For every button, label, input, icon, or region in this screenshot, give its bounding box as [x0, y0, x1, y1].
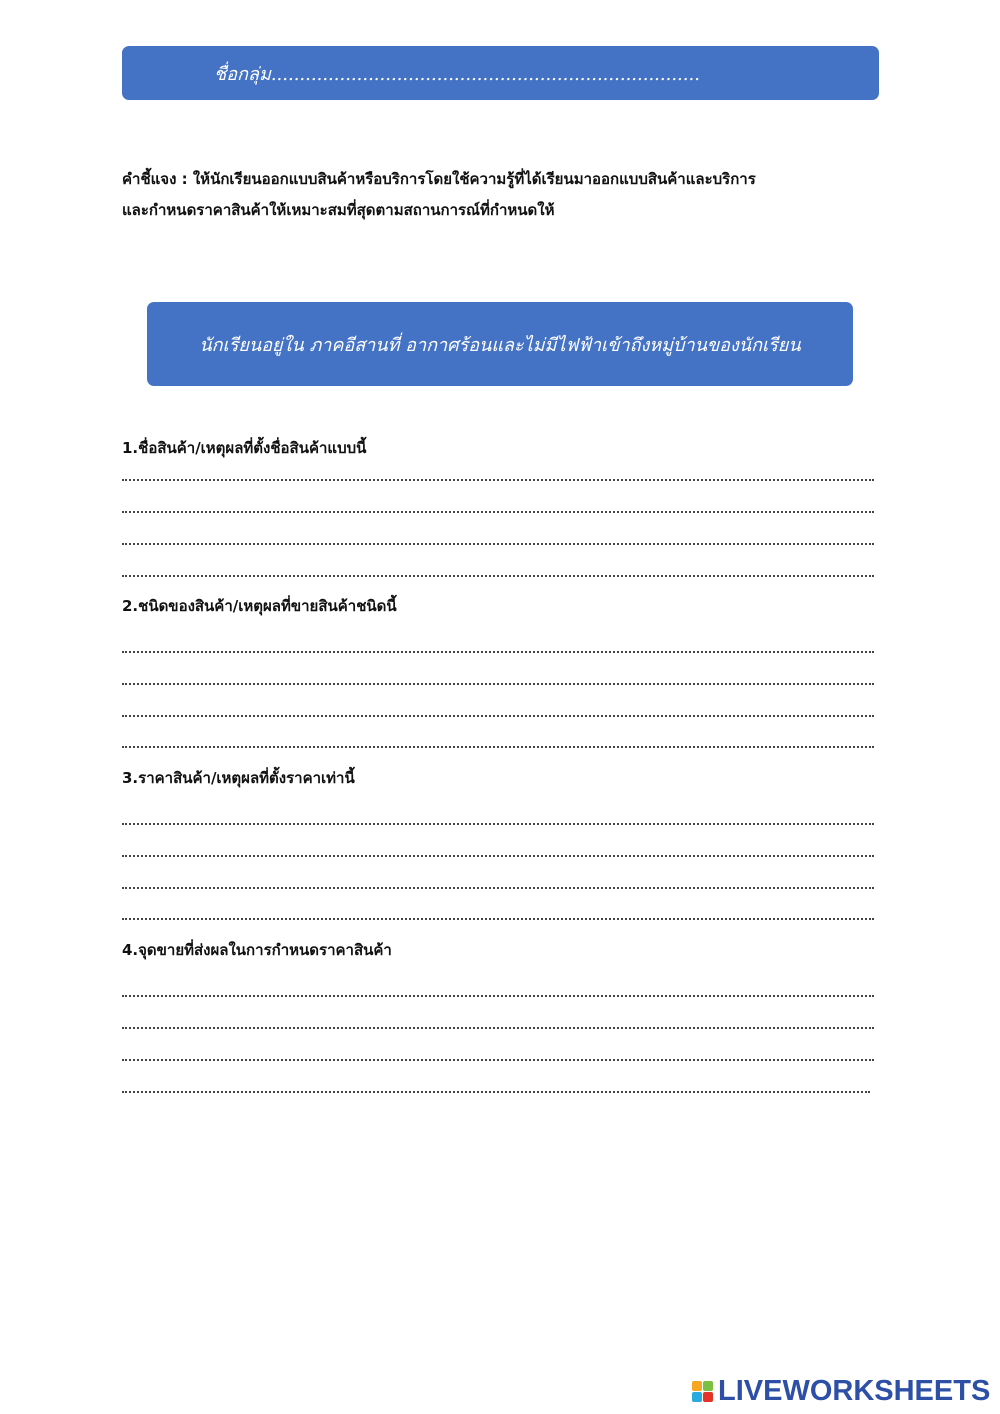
answer-line[interactable]	[122, 855, 874, 857]
answer-line[interactable]	[122, 918, 874, 920]
instructions-line-2: และกำหนดราคาสินค้าให้เหมาะสมที่สุดตามสถานการณ์ที่กำหนดให้	[122, 201, 555, 219]
instructions-line-1: คำชี้แจง : ให้นักเรียนออกแบบสินค้าหรือบริการโดยใช้ความรู้ที่ได้เรียนมาออกแบบสินค้าและบริการ	[122, 170, 756, 188]
answer-line[interactable]	[122, 1091, 870, 1093]
liveworksheets-logo	[692, 1376, 990, 1406]
question-1-heading: 1.ชื่อสินค้า/เหตุผลที่ตั้งชื่อสินค้าแบบนี้	[122, 439, 367, 457]
answer-line[interactable]	[122, 715, 874, 717]
liveworksheets-logo-text: LIVEWORKSHEETS	[718, 1374, 991, 1407]
group-name-banner	[122, 46, 879, 100]
answer-line[interactable]	[122, 1059, 874, 1061]
answer-line[interactable]	[122, 887, 874, 889]
liveworksheets-logo-icon	[692, 1381, 713, 1402]
question-2-heading: 2.ชนิดของสินค้า/เหตุผลที่ขายสินค้าชนิดนี้	[122, 597, 397, 615]
answer-line[interactable]	[122, 575, 874, 577]
answer-line[interactable]	[122, 511, 874, 513]
answer-line[interactable]	[122, 479, 874, 481]
answer-line[interactable]	[122, 543, 874, 545]
scenario-banner	[147, 302, 853, 386]
group-name-label: ชื่อกลุ่ม...........................................................................	[214, 63, 700, 85]
question-3-heading: 3.ราคาสินค้า/เหตุผลที่ตั้งราคาเท่านี้	[122, 769, 355, 787]
answer-line[interactable]	[122, 823, 874, 825]
answer-line[interactable]	[122, 683, 874, 685]
question-4-heading: 4.จุดขายที่ส่งผลในการกำหนดราคาสินค้า	[122, 941, 392, 959]
answer-line[interactable]	[122, 651, 874, 653]
scenario-text: นักเรียนอยู่ใน ภาคอีสานที่ อากาศร้อนและไม่มีไฟฟ้าเข้าถึงหมู่บ้านของนักเรียน	[199, 334, 801, 356]
answer-line[interactable]	[122, 995, 874, 997]
answer-line[interactable]	[122, 746, 874, 748]
answer-line[interactable]	[122, 1027, 874, 1029]
